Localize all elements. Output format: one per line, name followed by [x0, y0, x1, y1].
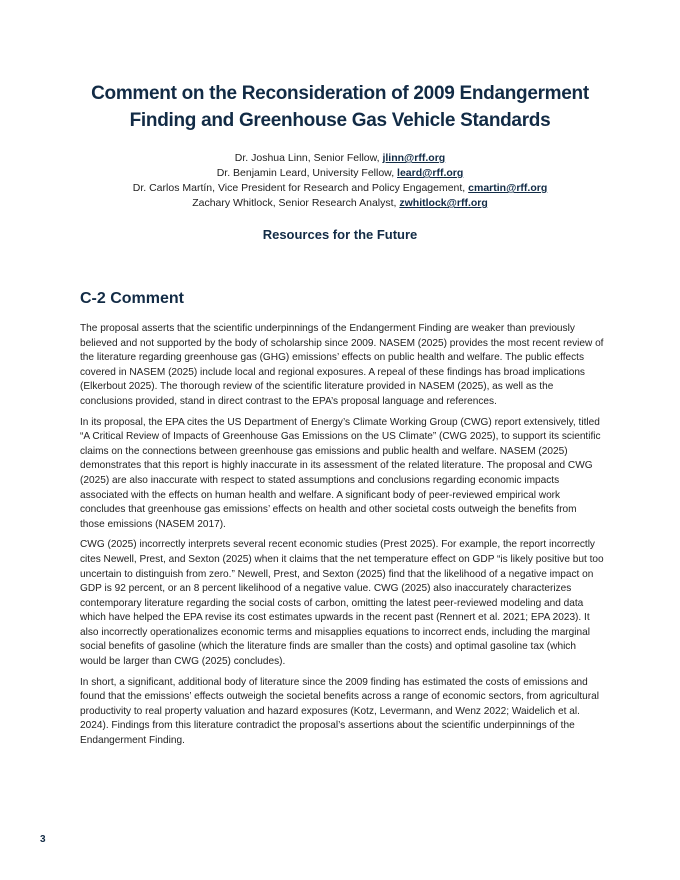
author-email-link[interactable]: leard@rff.org: [397, 167, 464, 179]
document-title: Comment on the Reconsideration of 2009 Endangerment Finding and Greenhouse Gas Vehicle Standards: [91, 83, 589, 131]
section-heading: C-2 Comment: [80, 290, 185, 307]
page-number: 3: [40, 834, 46, 845]
body-paragraph: In short, a significant, additional body of literature since the 2009 finding has estimated the costs of emissions and found that the emissions’ effects outweigh the societal benefits across a range of economic sectors, from agricultural productivity to real property valuation and hazard exposures (Kotz, Levermann, and Wenz 2022; Waidelich et al. 2024). Findings from this literature contradict the proposal’s assertions about the scientific underpinnings of the Endangerment Finding.: [80, 676, 599, 747]
author-list: [40, 151, 640, 211]
author-label: Zachary Whitlock, Senior Research Analyst,: [192, 197, 400, 209]
author-email-link[interactable]: cmartin@rff.org: [468, 182, 548, 194]
author-line: [40, 196, 640, 211]
author-email-link[interactable]: jlinn@rff.org: [382, 152, 446, 164]
author-label: Dr. Benjamin Leard, University Fellow,: [216, 167, 398, 179]
body-paragraph: In its proposal, the EPA cites the US Department of Energy’s Climate Working Group (CWG) report extensively, titled “A Critical Review of Impacts of Greenhouse Gas Emissions on the US Climate” (CWG 2025), to support its scientific claims on the connections between greenhouse gas emissions and public health and welfare. NASEM (2025) demonstrates that this report is highly inaccurate in its assessment of the related literature. The proposal and CWG (2025) are also inaccurate with respect to stated assumptions and conclusions regarding economic impacts associated with the effects on human health and welfare. A significant body of peer-reviewed empirical work concludes that greenhouse gas emissions’ effects on health and other societal costs outweigh the benefits from those emissions (NASEM 2017).: [80, 416, 601, 530]
author-email-link[interactable]: zwhitlock@rff.org: [399, 197, 488, 209]
organization-name: Resources for the Future: [262, 227, 418, 242]
comment-body: [80, 322, 604, 755]
body-paragraph: The proposal asserts that the scientific underpinnings of the Endangerment Finding are weaker than previously believed and not supported by the body of scholarship since 2009. NASEM (2025) provides the most recent review of the literature regarding greenhouse gas (GHG) emissions’ effects on public health and welfare. The public effects covered in NASEM (2025) include local and regional exposures. A repeal of these findings has broad implications (Elkerbout 2025). The thorough review of the scientific literature provided in NASEM (2025), as well as the conclusions provided, stand in direct contrast to the EPA’s proposal language and references.: [80, 323, 604, 407]
author-label: Dr. Carlos Martín, Vice President for Research and Policy Engagement,: [132, 182, 469, 194]
author-label: Dr. Joshua Linn, Senior Fellow,: [234, 152, 383, 164]
author-line: [40, 151, 640, 166]
author-line: [40, 181, 640, 196]
body-paragraph: CWG (2025) incorrectly interprets several recent economic studies (Prest 2025). For example, the report incorrectly cites Newell, Prest, and Sexton (2025) when it claims that the net temperature effect on GDP “is likely positive but too uncertain to distinguish from zero.” Newell, Prest, and Sexton (2025) find that the likelihood of a negative impact on GDP is 92 percent, or an 8 percent likelihood of a negative value. CWG (2025) also inaccurately characterizes contemporary literature regarding the social costs of carbon, omitting the latest peer-reviewed modeling and data which have helped the EPA revise its cost estimates upwards in the recent past (Rennert et al. 2021; EPA 2023). It also incorrectly operationalizes economic terms and misapplies equations to incorrect ends, including the marginal social benefits of gasoline (which the literature finds are smaller than the costs) and optimal gasoline tax (which would be larger than CWG (2025) concludes).: [80, 539, 604, 668]
author-line: [40, 166, 640, 181]
